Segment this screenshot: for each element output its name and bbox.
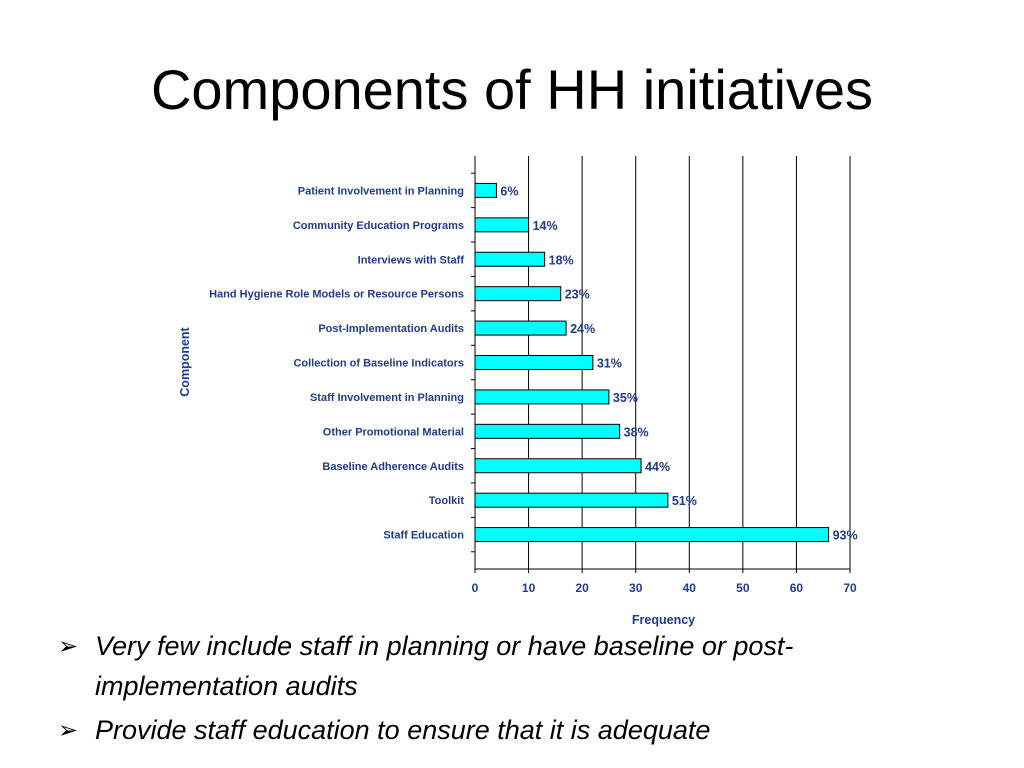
bar (475, 321, 566, 335)
bar (475, 356, 593, 370)
x-tick-label: 60 (789, 581, 804, 595)
data-label: 31% (596, 356, 622, 371)
data-label: 38% (623, 425, 649, 440)
bar (475, 528, 829, 542)
bar (475, 459, 641, 473)
bullet-item (58, 710, 958, 750)
category-label: Collection of Baseline Indicators (293, 357, 464, 370)
category-label: Staff Involvement in Planning (309, 391, 464, 404)
x-tick-label: 40 (682, 581, 696, 595)
category-label: Interviews with Staff (357, 254, 464, 267)
x-tick-label: 30 (629, 581, 643, 595)
x-axis-title: Frequency (631, 613, 696, 627)
data-label: 23% (564, 287, 590, 302)
data-label: 18% (548, 253, 574, 268)
category-label: Hand Hygiene Role Models or Resource Persons (209, 288, 464, 301)
category-label: Patient Involvement in Planning (297, 185, 464, 198)
category-label: Community Education Programs (292, 219, 464, 232)
x-tick-label: 0 (471, 581, 479, 595)
arrow-bullet-icon: ➢ (58, 716, 79, 744)
data-label: 14% (532, 218, 558, 233)
bullet-item (58, 626, 958, 706)
bar-chart (0, 140, 1024, 630)
bullet-list (58, 626, 958, 754)
arrow-bullet-icon: ➢ (58, 632, 79, 660)
bar (475, 493, 668, 507)
data-label: 44% (645, 459, 671, 474)
x-tick-label: 50 (736, 581, 750, 595)
x-tick-label: 70 (843, 581, 857, 595)
slide-title: Components of HH initiatives (150, 58, 874, 121)
data-label: 51% (671, 494, 697, 509)
category-label: Toolkit (428, 495, 464, 508)
bullet-text: Very few include staff in planning or have baseline or post-implementation audits (95, 631, 794, 701)
bullet-text: Provide staff education to ensure that it is adequate (95, 715, 711, 745)
data-label: 24% (570, 322, 596, 337)
bar (475, 287, 561, 301)
category-label: Staff Education (383, 529, 464, 542)
x-tick-label: 20 (575, 581, 589, 595)
bar (475, 424, 620, 438)
data-label: 35% (612, 390, 638, 405)
bar (475, 390, 609, 404)
bar (475, 183, 496, 197)
data-label: 93% (832, 528, 858, 543)
bar (475, 218, 529, 232)
category-label: Baseline Adherence Audits (322, 460, 464, 473)
y-axis-title: Component (178, 327, 192, 397)
data-label: 6% (500, 184, 519, 199)
bar (475, 252, 545, 266)
category-label: Other Promotional Material (322, 426, 464, 439)
category-label: Post-Implementation Audits (318, 323, 464, 336)
x-tick-label: 10 (521, 581, 536, 595)
